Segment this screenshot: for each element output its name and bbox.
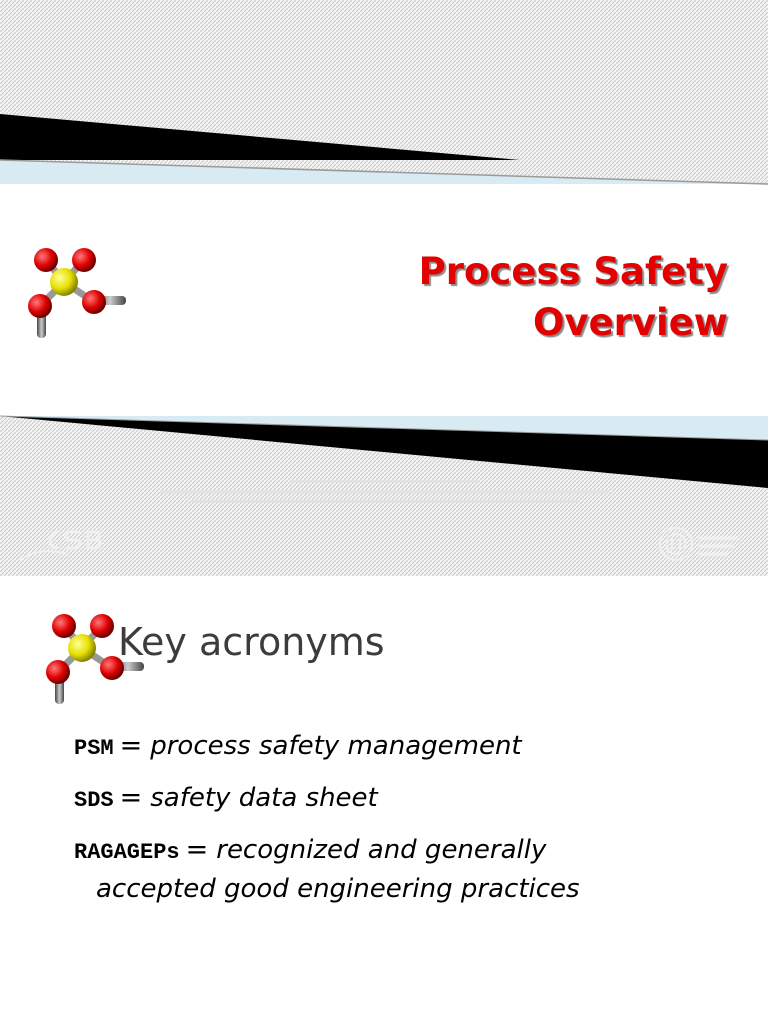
title-line-1: Process Safety xyxy=(418,250,728,293)
faint-subtitle-lines xyxy=(150,480,620,510)
seal-logo-icon xyxy=(654,520,754,564)
definition-sds xyxy=(74,780,378,819)
definition-ragageps xyxy=(74,832,714,907)
acronym: RAGAGEPs xyxy=(74,840,180,865)
acronym: PSM xyxy=(74,736,114,761)
csb-logo-icon xyxy=(18,522,118,566)
acronym-meaning: recognized and generally xyxy=(216,835,547,865)
acronym-meaning-continued: accepted good engineering practices xyxy=(96,874,580,904)
molecule-icon xyxy=(20,238,138,348)
equals-sign: = xyxy=(119,730,143,761)
acronym-meaning: process safety management xyxy=(150,731,522,761)
equals-sign: = xyxy=(185,834,209,865)
acronyms-heading: Key acronyms xyxy=(118,620,385,664)
equals-sign: = xyxy=(119,782,143,813)
definition-psm xyxy=(74,728,522,767)
title-line-2: Overview xyxy=(533,301,728,344)
acronym-meaning: safety data sheet xyxy=(150,783,378,813)
slide-title xyxy=(248,246,728,348)
acronym: SDS xyxy=(74,788,114,813)
